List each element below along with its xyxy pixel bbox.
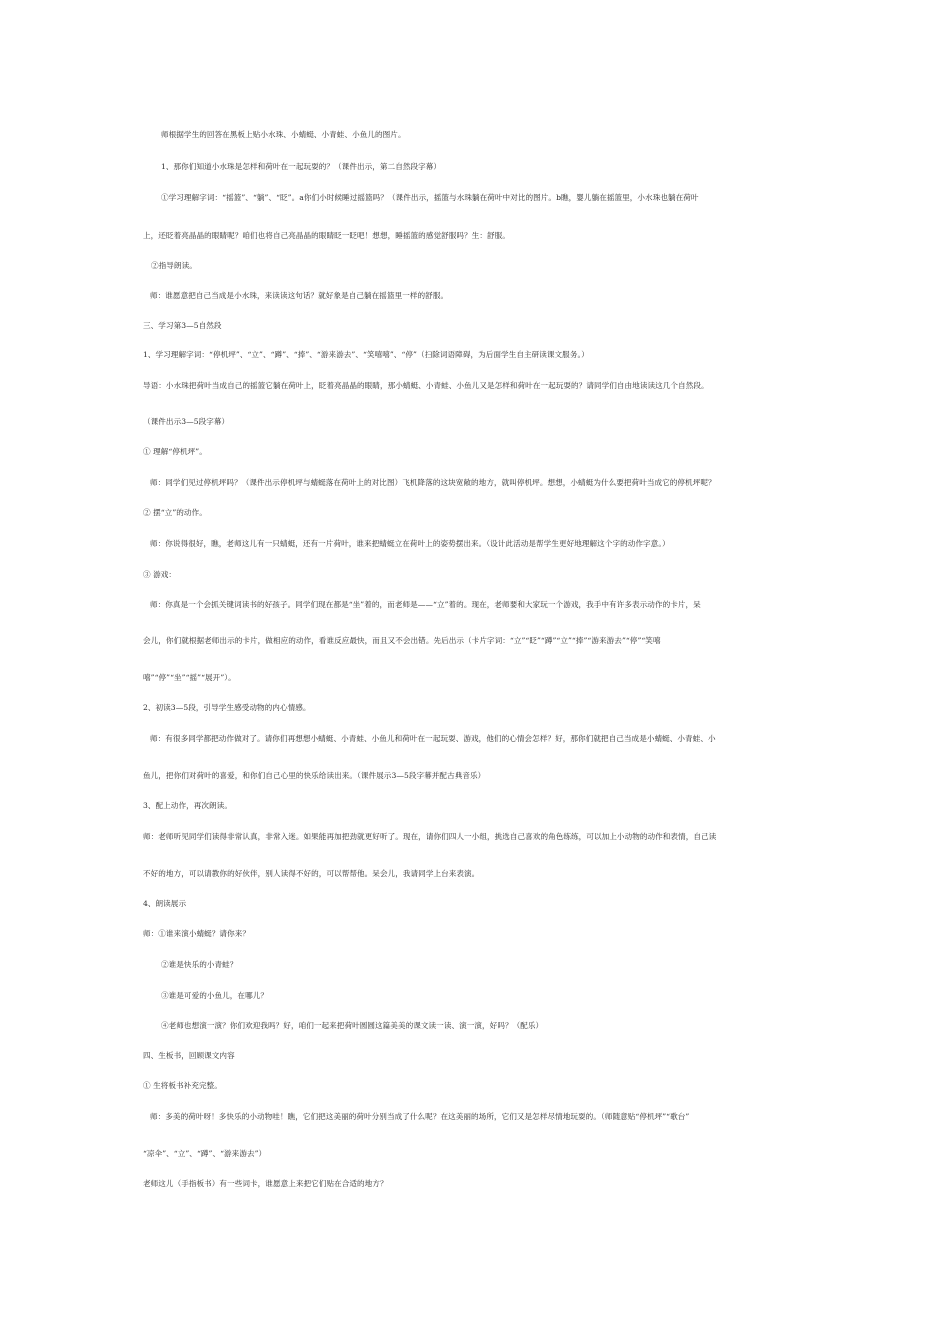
text-line: （课件出示3—5段字幕） — [143, 417, 230, 426]
text-line: “凉伞”、“立”、“蹲”、“游来游去”） — [143, 1149, 267, 1158]
text-line: ② 摆“立”的动作。 — [143, 508, 207, 517]
text-line: 不好的地方，可以请教你的好伙伴，别人读得不好的，可以帮帮他。呆会儿，我请同学上台来表演。 — [143, 869, 480, 878]
text-line: ① 理解“停机坪”。 — [143, 447, 207, 456]
text-line: ① 生将板书补充完整。 — [143, 1081, 222, 1090]
text-line: ②指导朗读。 — [151, 261, 197, 270]
text-line: 师：老师听见同学们读得非常认真，非常入迷。如果能再加把劲就更好听了。现在，请你们四人一小组，挑选自己喜欢的角色练练，可以加上小动物的动作和表情，自己读 — [143, 832, 717, 841]
text-line: ②谁是快乐的小青蛙？ — [161, 960, 238, 969]
section-heading: 三、学习第3—5自然段 — [143, 321, 222, 330]
text-line: 师：多美的荷叶呀！多快乐的小动物哇！瞧，它们把这美丽的荷叶分别当成了什么呢？在这美丽的场所，它们又是怎样尽情地玩耍的。（师随意贴“停机坪”“歌台” — [150, 1112, 690, 1121]
text-line: 导语：小水珠把荷叶当成自己的摇篮它躺在荷叶上，眨着亮晶晶的眼睛，那小蜻蜓、小青蛙、小鱼儿又是怎样和荷叶在一起玩耍的？请同学们自由地读读这几个自然段。 — [143, 381, 709, 390]
text-line: 师：①谁来演小蜻蜓？请你来？ — [143, 929, 251, 938]
text-line: 嘻”“停”“坐”“摇”“展开”）。 — [143, 673, 236, 682]
text-line: ③谁是可爱的小鱼儿，在哪儿？ — [161, 991, 269, 1000]
text-line: 师根据学生的回答在黑板上贴小水珠、小蜻蜓、小青蛙、小鱼儿的图片。 — [161, 130, 406, 139]
text-line: 师：你说得很好，瞧，老师这儿有一只蜻蜓，还有一片荷叶，谁来把蜻蜓立在荷叶上的姿势摆出来。（设计此活动是帮学生更好地理解这个字的动作字意。） — [150, 539, 670, 548]
text-line: ①学习理解字词：“摇篮”、“躺”、“眨”。a你们小时候睡过摇篮吗？（课件出示，摇篮与水珠躺在荷叶中对比的图片。b瞧，婴儿躺在摇篮里，小水珠也躺在荷叶 — [161, 193, 699, 202]
text-line: 老师这儿（手指板书）有一些词卡，谁愿意上来把它们贴在合适的地方？ — [143, 1179, 388, 1188]
text-line: 师：有很多同学都把动作做对了。请你们再想想小蜻蜓、小青蛙、小鱼儿和荷叶在一起玩耍、游戏，他们的心情会怎样？好，那你们就把自己当成是小蜻蜓、小青蛙、小 — [150, 734, 716, 743]
text-line: 1、学习理解字词：“停机坪”、“立”、“蹲”、“捧”、“游来游去”、“笑嘻嘻”、“停”（扫除词语障碍，为后面学生自主研读课文服务。） — [143, 350, 589, 359]
text-line: ④老师也想演一演？你们欢迎我吗？好，咱们一起来把荷叶圆圆这篇美美的课文读一读、演一演，好吗？（配乐） — [161, 1021, 544, 1030]
text-line: 1、那你们知道小水珠是怎样和荷叶在一起玩耍的？（课件出示，第二自然段字幕） — [161, 162, 442, 171]
section-heading: 四、生板书，回顾课文内容 — [143, 1051, 235, 1060]
text-line: 师：同学们见过停机坪吗？（课件出示停机坪与蜻蜓落在荷叶上的对比图）飞机降落的这块宽敞的地方，就叫停机坪。想想，小蜻蜓为什么要把荷叶当成它的停机坪呢？ — [150, 478, 716, 487]
text-line: 师：你真是一个会抓关键词读书的好孩子。同学们现在都是“坐”着的，而老师是——“立”着的。现在，老师要和大家玩一个游戏，我手中有许多表示动作的卡片，呆 — [150, 600, 701, 609]
text-line: 鱼儿，把你们对荷叶的喜爱，和你们自己心里的快乐给读出来。（课件展示3—5段字幕并配古典音乐） — [143, 771, 486, 780]
text-line: 2、初读3—5段，引导学生感受动物的内心情感。 — [143, 703, 311, 712]
text-line: 师：谁愿意把自己当成是小水珠，来读读这句话？就好象是自己躺在摇篮里一样的舒服。 — [150, 291, 449, 300]
text-line: 上，还眨着亮晶晶的眼睛呢？咱们也将自己亮晶晶的眼睛眨一眨吧！想想，睡摇篮的感觉舒服吗？生：舒服。 — [143, 231, 510, 240]
text-line: 会儿，你们就根据老师出示的卡片，做相应的动作，看谁反应最快，而且又不会出错。先后出示（卡片字词：“立”“眨”“蹲”“立”“捧”“游来游去”“停”“笑嘻 — [143, 636, 661, 645]
text-line: ③ 游戏： — [143, 570, 177, 579]
text-line: 4、朗读展示 — [143, 899, 187, 908]
text-line: 3、配上动作，再次朗读。 — [143, 801, 232, 810]
